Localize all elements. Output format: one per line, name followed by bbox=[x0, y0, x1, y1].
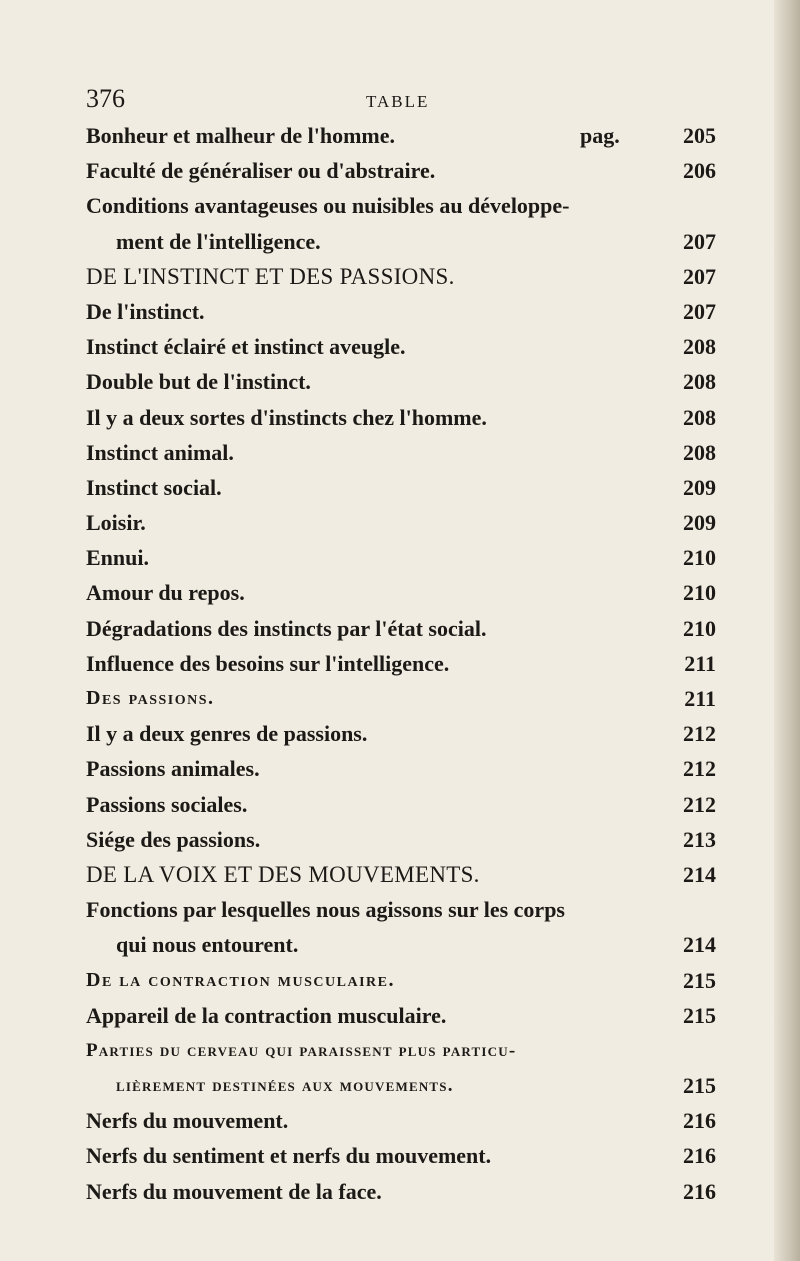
entry-title: Passions animales. bbox=[86, 756, 260, 782]
entry-title: Dégradations des instincts par l'état social. bbox=[86, 615, 487, 641]
toc-entry bbox=[86, 575, 716, 610]
entry-title: Il y a deux sortes d'instincts chez l'homme. bbox=[86, 404, 487, 430]
toc-entry bbox=[86, 1103, 716, 1138]
entry-title: Double but de l'instinct. bbox=[86, 369, 311, 395]
entry-page: 208 bbox=[683, 334, 716, 360]
entry-title: Nerfs du mouvement de la face. bbox=[86, 1178, 382, 1204]
toc-entry bbox=[86, 364, 716, 399]
running-head: TABLE bbox=[366, 92, 430, 111]
page-edge bbox=[774, 0, 800, 1261]
toc-section-heading bbox=[86, 681, 716, 716]
pag-label: pag. bbox=[580, 123, 620, 148]
entry-page: 208 bbox=[683, 369, 716, 395]
entry-page: 216 bbox=[683, 1178, 716, 1204]
entry-page: 209 bbox=[683, 510, 716, 536]
entry-page: 214 bbox=[683, 932, 716, 958]
entry-title: Fonctions par lesquelles nous agissons sur les corps bbox=[86, 897, 565, 923]
entry-title: Instinct social. bbox=[86, 474, 222, 500]
toc-entry bbox=[86, 188, 716, 223]
entry-page: 216 bbox=[683, 1143, 716, 1169]
entry-page: 206 bbox=[683, 158, 716, 184]
section-title: Des passions. bbox=[86, 687, 215, 709]
toc-entry bbox=[86, 822, 716, 857]
section-title: De la contraction musculaire. bbox=[86, 968, 395, 991]
toc-entry bbox=[86, 892, 716, 927]
entry-page: 208 bbox=[683, 439, 716, 465]
toc-entry bbox=[86, 611, 716, 646]
toc-entry bbox=[86, 435, 716, 470]
toc-entry bbox=[86, 400, 716, 435]
toc-entry bbox=[86, 1138, 716, 1173]
entry-page: 211 bbox=[684, 686, 716, 711]
page-number: 376 bbox=[86, 84, 125, 113]
toc-section-heading bbox=[86, 1068, 716, 1103]
entry-page: 208 bbox=[683, 404, 716, 430]
toc-entry bbox=[86, 1174, 716, 1209]
toc-entry bbox=[86, 153, 716, 188]
entry-page: 211 bbox=[684, 650, 716, 676]
entry-title: Bonheur et malheur de l'homme. bbox=[86, 123, 396, 148]
toc-entry bbox=[86, 540, 716, 575]
toc-entry bbox=[86, 927, 716, 962]
entry-title: Passions sociales. bbox=[86, 791, 248, 817]
toc-entry bbox=[86, 716, 716, 751]
toc-entry bbox=[86, 787, 716, 822]
entry-page: 212 bbox=[683, 791, 716, 817]
toc-section-heading bbox=[86, 963, 716, 998]
entry-page: 207 bbox=[683, 228, 716, 254]
entry-title: De l'instinct. bbox=[86, 298, 205, 324]
entry-title: Influence des besoins sur l'intelligence. bbox=[86, 650, 450, 676]
entry-title: qui nous entourent. bbox=[116, 932, 299, 958]
table-of-contents bbox=[86, 118, 716, 1209]
toc-entry bbox=[86, 998, 716, 1033]
entry-title: ment de l'intelligence. bbox=[116, 228, 321, 254]
toc-entry bbox=[86, 505, 716, 540]
toc-entry bbox=[86, 470, 716, 505]
section-title: DE L'INSTINCT ET DES PASSIONS. bbox=[86, 263, 455, 289]
page-header bbox=[86, 80, 706, 120]
entry-page: 207 bbox=[683, 298, 716, 324]
entry-title: Il y a deux genres de passions. bbox=[86, 721, 368, 747]
entry-page: 213 bbox=[683, 826, 716, 852]
entry-page: 215 bbox=[683, 967, 716, 993]
toc-entry bbox=[86, 118, 716, 153]
entry-title: Faculté de généraliser ou d'abstraire. bbox=[86, 158, 436, 184]
toc-section-heading bbox=[86, 259, 716, 294]
toc-section-heading bbox=[86, 1033, 716, 1068]
toc-entry bbox=[86, 646, 716, 681]
entry-page: 215 bbox=[683, 1073, 716, 1099]
entry-title: Siége des passions. bbox=[86, 826, 261, 852]
entry-title: Loisir. bbox=[86, 510, 146, 536]
entry-page: 210 bbox=[683, 545, 716, 571]
entry-page: 209 bbox=[683, 474, 716, 500]
section-title: DE LA VOIX ET DES MOUVEMENTS. bbox=[86, 861, 480, 887]
toc-entry bbox=[86, 294, 716, 329]
entry-page: 205 bbox=[683, 123, 716, 148]
entry-page: 214 bbox=[683, 861, 716, 887]
entry-title: Instinct animal. bbox=[86, 439, 234, 465]
entry-title: Nerfs du sentiment et nerfs du mouvement. bbox=[86, 1143, 492, 1169]
entry-page: 215 bbox=[683, 1002, 716, 1028]
entry-page: 210 bbox=[683, 580, 716, 606]
entry-page: 207 bbox=[683, 263, 716, 289]
entry-title: Amour du repos. bbox=[86, 580, 245, 606]
section-title: Parties du cerveau qui paraissent plus particu- bbox=[86, 1039, 517, 1061]
toc-entry bbox=[86, 329, 716, 364]
entry-page: 212 bbox=[683, 721, 716, 747]
entry-page: 212 bbox=[683, 756, 716, 782]
entry-title: Appareil de la contraction musculaire. bbox=[86, 1002, 447, 1028]
entry-title: Instinct éclairé et instinct aveugle. bbox=[86, 334, 406, 360]
entry-page: 210 bbox=[683, 615, 716, 641]
toc-entry bbox=[86, 751, 716, 786]
entry-page: 216 bbox=[683, 1108, 716, 1134]
entry-title: Conditions avantageuses ou nuisibles au développe- bbox=[86, 193, 570, 219]
section-title: lièrement destinées aux mouvements. bbox=[116, 1075, 454, 1097]
toc-section-heading bbox=[86, 857, 716, 892]
entry-title: Nerfs du mouvement. bbox=[86, 1108, 289, 1134]
toc-entry bbox=[86, 224, 716, 259]
entry-title: Ennui. bbox=[86, 545, 149, 571]
